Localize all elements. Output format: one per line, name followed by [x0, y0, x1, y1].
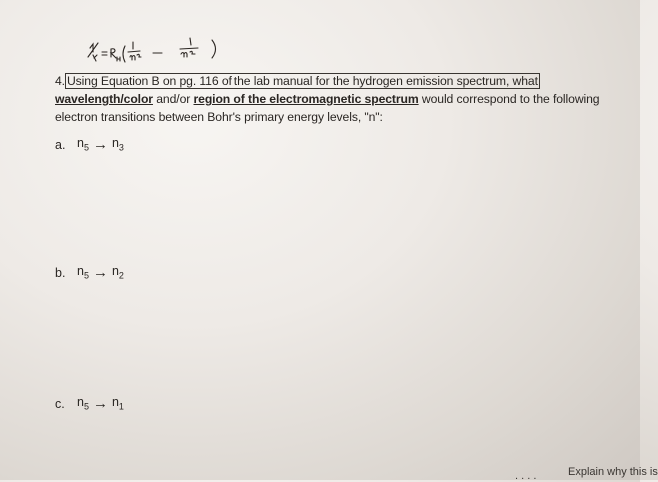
part-b [55, 264, 128, 281]
question-text-transitions: electron transitions between Bohr's primary energy levels, "n": [55, 110, 383, 124]
level-to: $n_1$ [111, 395, 124, 412]
question-line-1 [55, 72, 635, 90]
question-4 [55, 72, 635, 126]
cut-off-dots: . . . . [515, 470, 537, 482]
transition-arrow-icon: → [92, 264, 108, 281]
handwritten-rydberg-equation [84, 30, 244, 72]
part-letter: c. [55, 396, 65, 411]
boxed-text-start: Using Equation B on pg. 116 of [66, 74, 232, 88]
level-to: $n_2$ [111, 264, 124, 281]
level-from: $n_5$ [77, 136, 89, 153]
level-from: $n_5$ [77, 264, 89, 281]
level-to: $n_3$ [111, 136, 124, 153]
part-letter: b. [55, 265, 66, 280]
handwritten-equation-drawing [84, 30, 244, 72]
part-a [55, 136, 128, 153]
question-line-3 [55, 108, 635, 126]
question-text-and-or: and/or [152, 92, 194, 106]
question-line-2 [55, 90, 635, 108]
question-text-correspond: would correspond to the following [418, 92, 600, 106]
transition-arrow-icon: → [92, 395, 108, 412]
question-number: 4. [55, 74, 65, 88]
level-from: $n_5$ [77, 395, 89, 412]
transition-arrow-icon: → [92, 136, 108, 153]
part-c [55, 395, 128, 412]
underlined-wavelength-color: wavelength/color [55, 92, 153, 106]
cut-off-footer-text: Explain why this is [568, 466, 658, 478]
boxed-text-end: the lab manual for the hydrogen emission spectrum, what [233, 74, 538, 88]
underlined-em-region: region of the electromagnetic spectrum [193, 92, 419, 106]
part-letter: a. [55, 137, 66, 152]
